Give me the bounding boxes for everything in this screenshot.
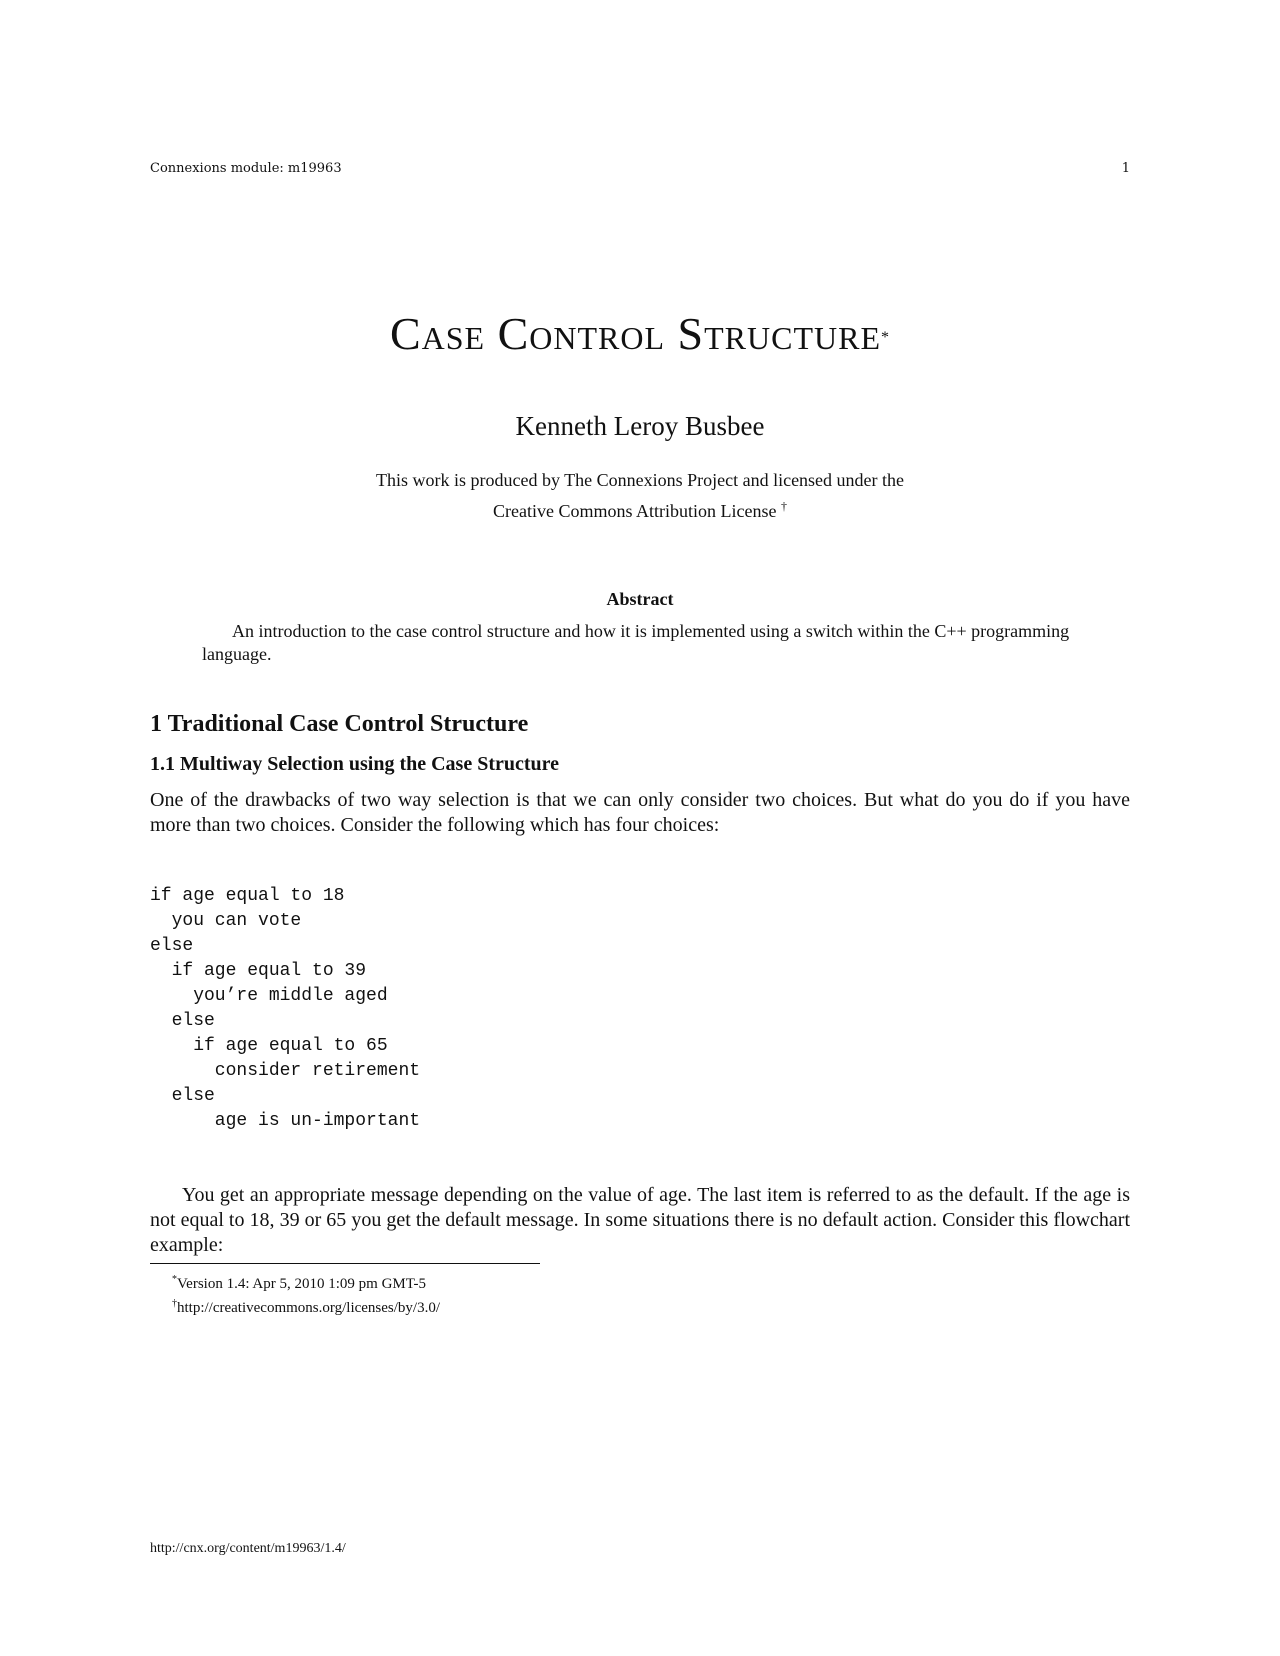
- footnote-license-url: [172, 1294, 440, 1318]
- license-name: Creative Commons Attribution License: [493, 501, 777, 521]
- footnote-divider: [150, 1263, 540, 1264]
- abstract-heading: Abstract: [606, 589, 674, 609]
- footnote-mark: †: [172, 1298, 177, 1309]
- footer-url: http://cnx.org/content/m19963/1.4/: [150, 1541, 346, 1556]
- subsection-heading: 1.1 Multiway Selection using the Case Structure: [150, 753, 560, 775]
- title-footnote-mark: *: [881, 329, 891, 346]
- module-label: Connexions module: m19963: [150, 161, 342, 176]
- abstract-text: An introduction to the case control structure and how it is implemented using a switch within the C++ programming language.: [202, 621, 1070, 664]
- document-title-text: Case Control Structure: [389, 308, 882, 359]
- footnote-text: Version 1.4: Apr 5, 2010 1:09 pm GMT-5: [177, 1276, 427, 1292]
- footnote-text: http://creativecommons.org/licenses/by/3.0/: [177, 1300, 441, 1316]
- section-heading: 1 Traditional Case Control Structure: [150, 711, 529, 737]
- page-number: 1: [1121, 161, 1130, 176]
- license-notice: [0, 467, 1280, 524]
- footnotes: [172, 1270, 440, 1318]
- footnote-mark: *: [172, 1274, 177, 1285]
- license-line-2: [0, 493, 1280, 524]
- body-paragraph-2: You get an appropriate message depending on the value of age. The last item is referred to as the default. If the age is not equal to 18, 39 or 65 you get the default message. In some situations there is no default action. Consider this flowchart example:: [150, 1184, 1130, 1256]
- document-title: [0, 306, 1280, 362]
- license-line-1: This work is produced by The Connexions Project and licensed under the: [375, 470, 905, 490]
- body-paragraph-1: One of the drawbacks of two way selection is that we can only consider two choices. But what do you do if you have more than two choices. Consider the following which has four choices:: [150, 789, 1130, 836]
- author-name: Kenneth Leroy Busbee: [515, 411, 765, 441]
- footnote-version: [172, 1270, 440, 1294]
- license-footnote-mark: †: [780, 499, 787, 513]
- pseudocode-block: if age equal to 18 you can vote else if age equal to 39 you’re middle aged else if age equal to 65 consider retirement else age is un-important: [150, 886, 421, 1131]
- running-header: [150, 161, 1130, 177]
- title-block: [0, 306, 1280, 362]
